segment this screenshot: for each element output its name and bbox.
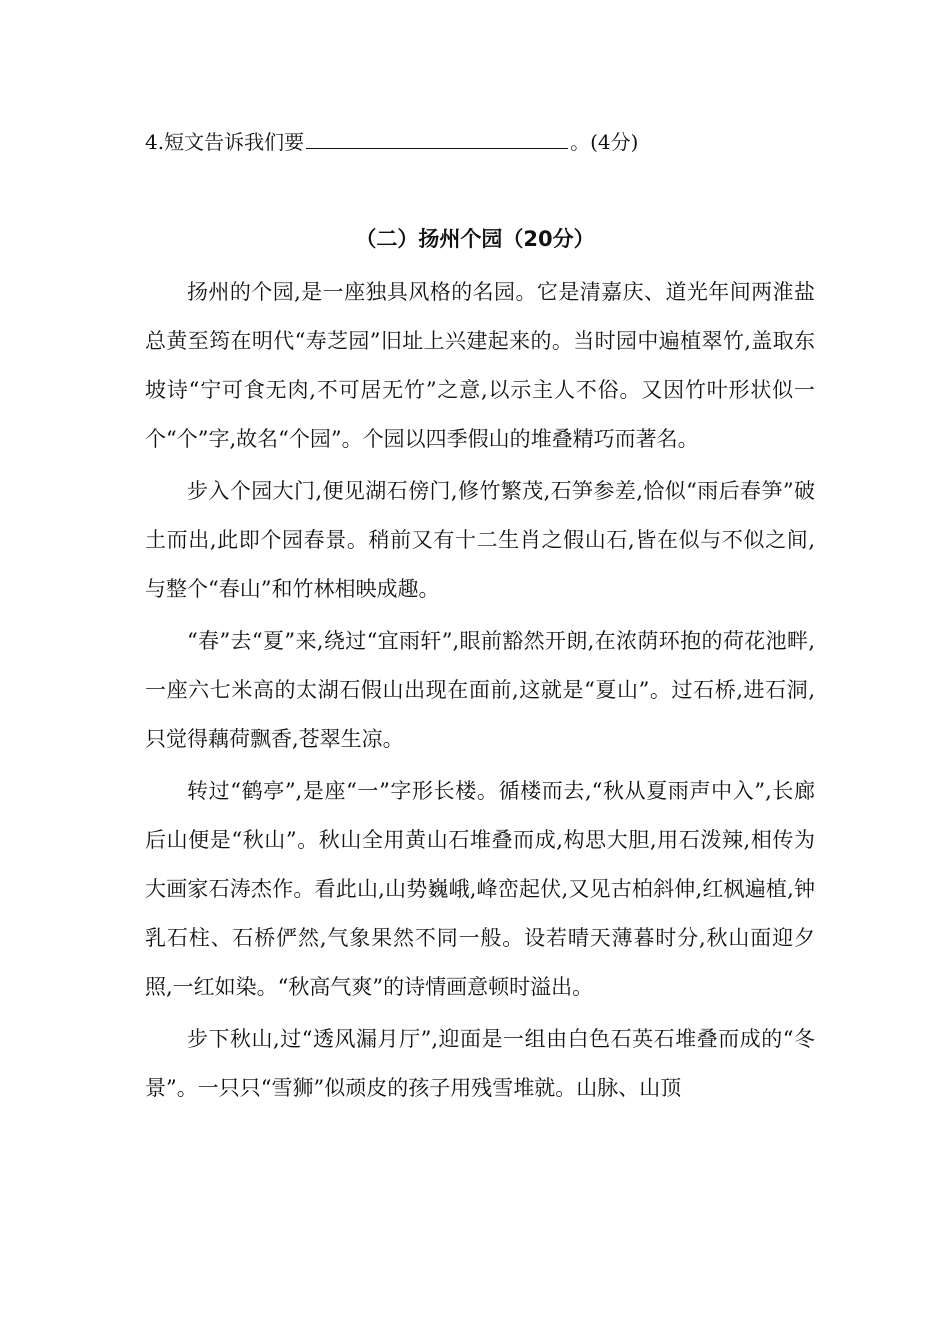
question-4 bbox=[145, 126, 638, 157]
paragraph-spring: 步入个园大门,便见湖石傍门,修竹繁茂,石笋参差,恰似“雨后春笋”破土而出,此即个园春景。稍前又有十二生肖之假山石,皆在似与不似之间,与整个“春山”和竹林相映成趣。 bbox=[145, 479, 815, 601]
paragraph-winter: 步下秋山,过“透风漏月厅”,迎面是一组由白色石英石堆叠而成的“冬景”。一只只“雪狮”似顽皮的孩子用残雪堆就。山脉、山顶 bbox=[145, 1027, 815, 1100]
question-4-prefix: 4.短文告诉我们要 bbox=[145, 130, 305, 154]
answer-blank[interactable] bbox=[306, 126, 568, 149]
paragraph-autumn: 转过“鹤亭”,是座“一”字形长楼。循楼而去,“秋从夏雨声中入”,长廊后山便是“秋山”。秋山全用黄山石堆叠而成,构思大胆,用石泼辣,相传为大画家石涛杰作。看此山,山势巍峨,峰峦起伏,又见古柏斜伸,红枫遍植,钟乳石柱、石桥俨然,气象果然不同一般。设若晴天薄暮时分,秋山面迎夕照,一红如染。“秋高气爽”的诗情画意顿时溢出。 bbox=[145, 779, 815, 999]
paragraph-summer: “春”去“夏”来,绕过“宜雨轩”,眼前豁然开朗,在浓荫环抱的荷花池畔,一座六七米高的太湖石假山出现在面前,这就是“夏山”。过石桥,进石洞,只觉得藕荷飘香,苍翠生凉。 bbox=[145, 629, 815, 751]
question-4-suffix: 。(4分) bbox=[570, 130, 639, 154]
paragraph-intro: 扬州的个园,是一座独具风格的名园。它是清嘉庆、道光年间两淮盐总黄至筠在明代“寿芝园”旧址上兴建起来的。当时园中遍植翠竹,盖取东坡诗“宁可食无肉,不可居无竹”之意,以示主人不俗。又因竹叶形状似一个“个”字,故名“个园”。个园以四季假山的堆叠精巧而著名。 bbox=[145, 280, 815, 451]
article-body bbox=[145, 268, 815, 1113]
section-title: （二）扬州个园（20分） bbox=[355, 227, 595, 251]
